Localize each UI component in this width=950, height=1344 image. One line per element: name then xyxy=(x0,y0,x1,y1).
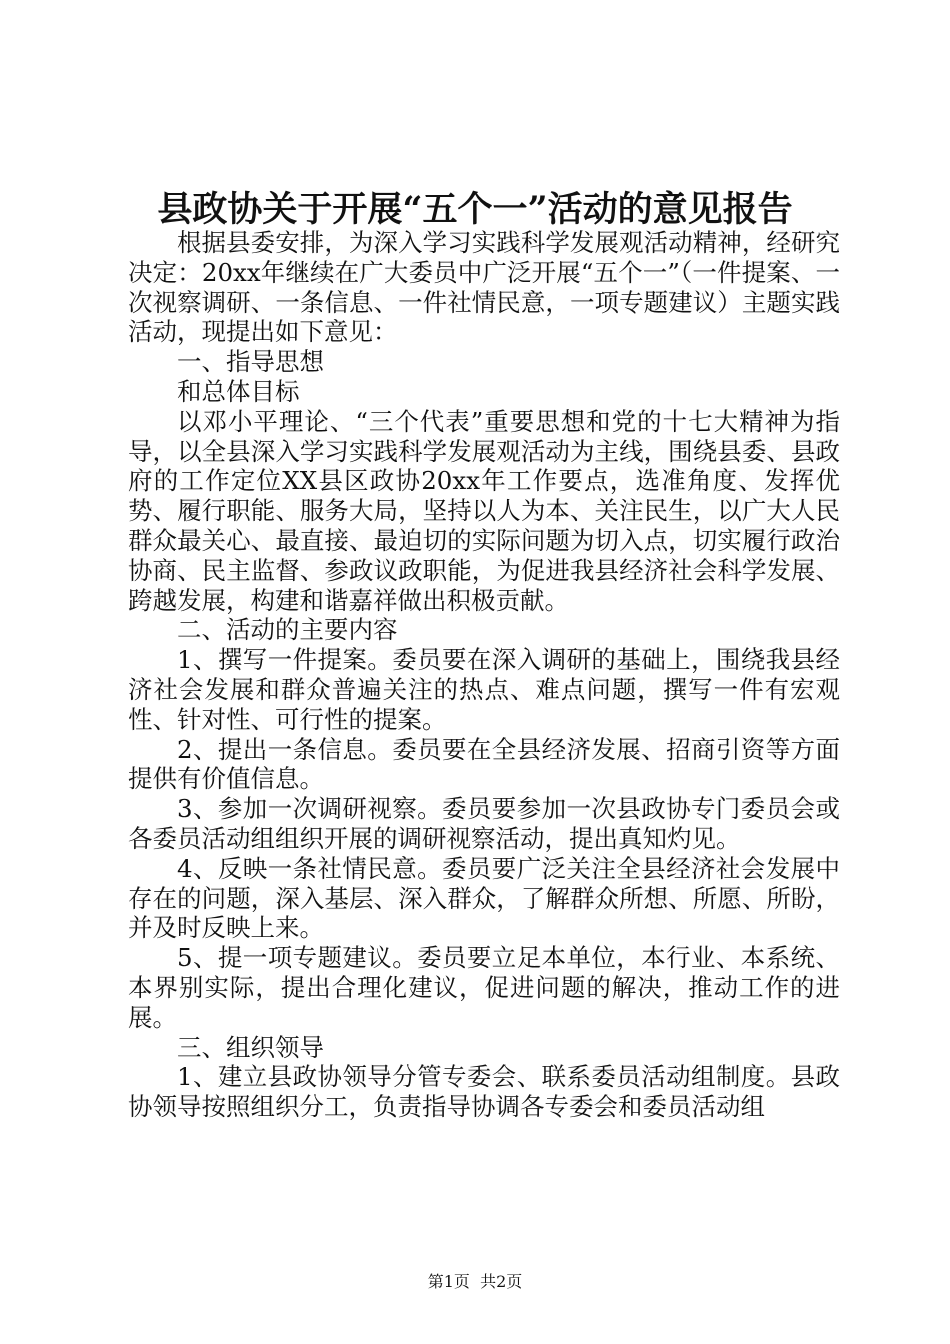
paragraph-item-public-opinion: 4、反映一条社情民意。委员要广泛关注全县经济社会发展中存在的问题，深入基层、深入群众，了解群众所想、所愿、所盼，并及时反映上来。 xyxy=(128,853,840,943)
section-heading-overall-goal: 和总体目标 xyxy=(177,376,300,406)
paragraph-organization-1: 1、建立县政协领导分管专委会、联系委员活动组制度。县政协领导按照组织分工，负责指导协调各专委会和委员活动组 xyxy=(128,1062,840,1122)
paragraph-item-proposal: 1、撰写一件提案。委员要在深入调研的基础上，围绕我县经济社会发展和群众普遍关注的热点、难点问题，撰写一件有宏观性、针对性、可行性的提案。 xyxy=(128,645,840,734)
section-heading-guiding-thought: 一、指导思想 xyxy=(177,347,324,377)
document-body xyxy=(128,228,840,1122)
paragraph-guiding-thought: 以邓小平理论、“三个代表”重要思想和党的十七大精神为指导，以全县深入学习实践科学发展观活动为主线，围绕县委、县政府的工作定位XX县区政协20xx年工作要点，选准角度、发挥优势、履行职能、服务大局，坚持以人为本、关注民生，以广大人民群众最关心、最直接、最迫切的实际问题为切入点，切实履行政治协商、民主监督、参政议政职能，为促进我县经济社会科学发展、跨越发展，构建和谐嘉祥做出积极贡献。 xyxy=(128,406,840,615)
paragraph-item-special-suggestion: 5、提一项专题建议。委员要立足本单位，本行业、本系统、本界别实际，提出合理化建议，促进问题的解决，推动工作的进展。 xyxy=(128,943,840,1032)
section-heading-main-content: 二、活动的主要内容 xyxy=(177,615,398,645)
section-heading-organization: 三、组织领导 xyxy=(177,1032,324,1062)
document-title: 县政协关于开展“五个一”活动的意见报告 xyxy=(157,189,793,230)
paragraph-item-information: 2、提出一条信息。委员要在全县经济发展、招商引资等方面提供有价值信息。 xyxy=(128,734,840,794)
paragraph-item-inspection: 3、参加一次调研视察。委员要参加一次县政协专门委员会或各委员活动组组织开展的调研视察活动，提出真知灼见。 xyxy=(128,794,840,853)
page-number-footer: 第1页 共2页 xyxy=(427,1272,523,1291)
paragraph-intro: 根据县委安排，为深入学习实践科学发展观活动精神，经研究决定：20xx年继续在广大委员中广泛开展“五个一”（一件提案、一次视察调研、一条信息、一件社情民意，一项专题建议）主题实践活动，现提出如下意见： xyxy=(128,228,840,347)
